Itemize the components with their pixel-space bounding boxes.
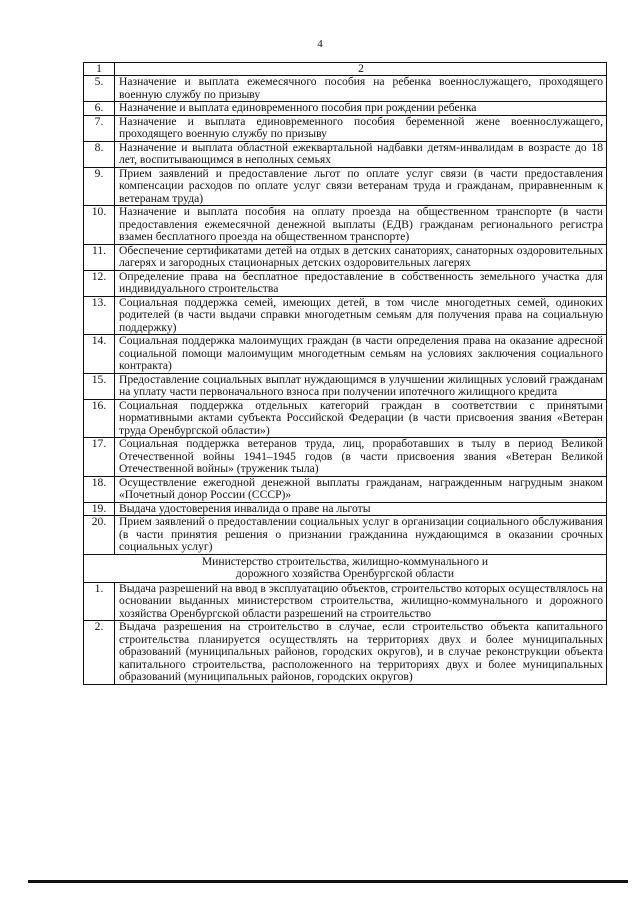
table-row — [84, 167, 607, 206]
row-text: Назначение и выплата пособия на оплату проезда на общественном транспорте (в части предоставления ежемесячной денежной выплаты (ЕДВ) гражданам регионального регистра взамен бесплатного проезда на общественном транспорте) — [115, 206, 607, 245]
row-number: 19. — [84, 502, 115, 516]
table-row — [84, 102, 607, 116]
row-text: Социальная поддержка отдельных категорий граждан в соответствии с принятыми нормативными актами субъекта Российской Федерации (в части присвоения звания «Ветеран труда Оренбургской области») — [115, 399, 607, 438]
table-row — [84, 206, 607, 245]
row-number: 11. — [84, 244, 115, 270]
row-number: 1. — [84, 582, 115, 621]
row-number: 17. — [84, 438, 115, 477]
table-row — [84, 516, 607, 555]
row-number: 15. — [84, 373, 115, 399]
row-text: Назначение и выплата ежемесячного пособия на ребенка военнослужащего, проходящего военную службу по призыву — [115, 76, 607, 102]
row-text: Осуществление ежегодной денежной выплаты гражданам, награжденным нагрудным знаком «Почетный донор России (СССР)» — [115, 476, 607, 502]
row-text: Выдача удостоверения инвалида о праве на льготы — [115, 502, 607, 516]
table-row — [84, 476, 607, 502]
row-number: 16. — [84, 399, 115, 438]
row-text: Социальная поддержка семей, имеющих детей, в том числе многодетных семей, одиноких родителей (в части выдачи справки многодетным семьям для получения права на социальную поддержку) — [115, 296, 607, 335]
section-heading-row — [84, 554, 607, 582]
row-text: Предоставление социальных выплат нуждающимся в улучшении жилищных условий гражданам на уплату части первоначального взноса при получении ипотечного жилищного кредита — [115, 373, 607, 399]
table-row — [84, 244, 607, 270]
header-col-1: 1 — [84, 63, 115, 76]
row-text: Выдача разрешения на строительство в случае, если строительство объекта капитального строительства планируется осуществлять на территориях двух и более муниципальных образований (муниципальных районов, городских округов), и в случае реконструкции объекта капитального строительства, расположенного на территориях двух и более муниципальных образований (муниципальных районов, городских округов) — [115, 621, 607, 685]
table-row — [84, 373, 607, 399]
row-text: Назначение и выплата единовременного пособия беременной жене военнослужащего, проходящего военную службу по призыву — [115, 115, 607, 141]
row-number: 14. — [84, 335, 115, 374]
row-number: 9. — [84, 167, 115, 206]
row-number: 10. — [84, 206, 115, 245]
table-row — [84, 270, 607, 296]
row-text: Выдача разрешений на ввод в эксплуатацию объектов, строительство которых осуществлялось на основании выданных министерством строительства, жилищно-коммунального и дорожного хозяйства Оренбургской области разрешений на строительство — [115, 582, 607, 621]
services-table — [83, 62, 607, 685]
row-text: Прием заявлений о предоставлении социальных услуг в организации социального обслуживания (в части принятия решения о признании гражданина нуждающимся в оказании срочных социальных услуг) — [115, 516, 607, 555]
table-row — [84, 141, 607, 167]
section-heading-line: Министерство строительства, жилищно-коммунального и — [201, 554, 489, 568]
table-row — [84, 296, 607, 335]
table-row — [84, 399, 607, 438]
table-row — [84, 621, 607, 685]
table-row — [84, 76, 607, 102]
row-text: Назначение и выплата областной ежеквартальной надбавки детям-инвалидам в возрасте до 18 лет, воспитывающимся в неполных семьях — [115, 141, 607, 167]
table-row — [84, 502, 607, 516]
page-number: 4 — [317, 38, 323, 50]
row-text: Определение права на бесплатное предоставление в собственность земельного участка для индивидуального строительства — [115, 270, 607, 296]
section-heading — [84, 554, 607, 582]
row-number: 6. — [84, 102, 115, 116]
section-heading-line: дорожного хозяйства Оренбургской области — [235, 567, 455, 580]
table-row — [84, 115, 607, 141]
table-header-row — [84, 63, 607, 76]
row-number: 20. — [84, 516, 115, 555]
row-number: 13. — [84, 296, 115, 335]
row-text: Социальная поддержка малоимущих граждан (в части определения права на оказание адресной социальной помощи малоимущим многодетным семьям на условиях заключения социального контракта) — [115, 335, 607, 374]
bottom-rule — [28, 880, 628, 883]
row-text: Прием заявлений и предоставление льгот по оплате услуг связи (в части предоставления компенсации расходов по оплате услуг связи ветеранам труда и гражданам, приравненным к ветеранам труда) — [115, 167, 607, 206]
header-col-2: 2 — [115, 63, 607, 76]
table-row — [84, 335, 607, 374]
row-number: 7. — [84, 115, 115, 141]
row-number: 5. — [84, 76, 115, 102]
row-text: Обеспечение сертификатами детей на отдых в детских санаториях, санаторных оздоровительных лагерях и загородных стационарных детских оздоровительных лагерях — [115, 244, 607, 270]
row-number: 18. — [84, 476, 115, 502]
table-row — [84, 438, 607, 477]
row-number: 2. — [84, 621, 115, 685]
row-text: Назначение и выплата единовременного пособия при рождении ребенка — [115, 102, 607, 116]
row-number: 12. — [84, 270, 115, 296]
row-number: 8. — [84, 141, 115, 167]
row-text: Социальная поддержка ветеранов труда, лиц, проработавших в тылу в период Великой Отечественной войны 1941–1945 годов (в части присвоения звания «Ветеран Великой Отечественной войны» (труженик тыла) — [115, 438, 607, 477]
table-row — [84, 582, 607, 621]
